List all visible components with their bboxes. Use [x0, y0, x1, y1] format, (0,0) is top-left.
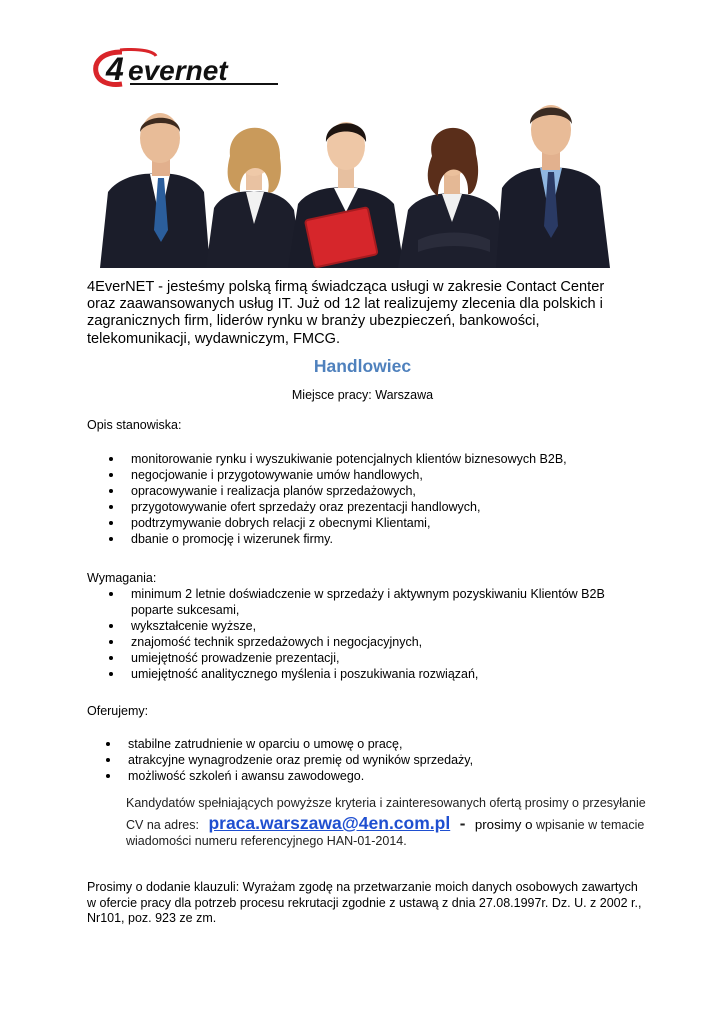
section-label-wymagania: Wymagania:	[87, 571, 157, 585]
svg-text:evernet: evernet	[128, 55, 228, 86]
list-item: atrakcyjne wynagrodzenie oraz premię od wyników sprzedaży,	[106, 752, 646, 768]
email-link[interactable]: praca.warszawa@4en.com.pl	[208, 813, 451, 833]
list-item: negocjowanie i przygotowywanie umów handlowych,	[109, 467, 649, 483]
application-line-3: wiadomości numeru referencyjnego HAN-01-2014.	[126, 834, 407, 848]
list-item: podtrzymywanie dobrych relacji z obecnymi Klientami,	[109, 515, 649, 531]
svg-text:4: 4	[106, 51, 124, 87]
list-item: minimum 2 letnie doświadczenie w sprzedaży i aktywnym pozyskiwaniu Klientów B2B poparte sukcesami,	[109, 586, 639, 618]
list-item: znajomość technik sprzedażowych i negocjacyjnych,	[109, 634, 639, 650]
list-item: wykształcenie wyższe,	[109, 618, 639, 634]
list-item: opracowywanie i realizacja planów sprzedażowych,	[109, 483, 649, 499]
application-line-1: Kandydatów spełniających powyższe kryteria i zainteresowanych ofertą prosimy o przesyłanie	[126, 796, 646, 810]
list-item: stabilne zatrudnienie w oparciu o umowę o pracę,	[106, 736, 646, 752]
wymagania-list	[109, 586, 639, 682]
opis-list	[109, 451, 649, 547]
company-intro: 4EverNET - jesteśmy polską firmą świadcząca usługi w zakresie Contact Center oraz zaawansowanych usług IT. Już od 12 lat realizujemy zlecenia dla polskich i zagranicznych firm, liderów rynku w branży ubezpieczeń, bankowości, telekomunikacji, wydawniczym, FMCG.	[87, 279, 605, 347]
list-item: możliwość szkoleń i awansu zawodowego.	[106, 768, 646, 784]
prosimy-o-text: prosimy o	[474, 817, 533, 832]
gdpr-clause: Prosimy o dodanie klauzuli: Wyrażam zgodę na przetwarzanie moich danych osobowych zawartych w ofercie pracy dla potrzeb procesu rekrutacji zgodnie z ustawą z dnia 27.08.1997r. Dz. U. z 2002 r., Nr101, poz. 923 ze zm.	[87, 880, 642, 925]
job-location: Miejsce pracy: Warszawa	[291, 388, 434, 402]
list-item: dbanie o promocję i wizerunek firmy.	[109, 531, 649, 547]
dash-separator: -	[459, 814, 466, 833]
application-suffix: wpisanie w temacie	[535, 818, 645, 832]
oferujemy-list	[106, 736, 646, 784]
cv-prefix: CV na adres:	[126, 818, 199, 832]
job-title: Handlowiec	[313, 356, 412, 376]
list-item: monitorowanie rynku i wyszukiwanie potencjalnych klientów biznesowych B2B,	[109, 451, 649, 467]
list-item: umiejętność analitycznego myślenia i poszukiwania rozwiązań,	[109, 666, 639, 682]
section-label-opis: Opis stanowiska:	[87, 418, 182, 432]
company-logo	[92, 46, 287, 90]
team-photo	[98, 100, 622, 268]
section-label-oferujemy: Oferujemy:	[87, 704, 149, 718]
list-item: przygotowywanie ofert sprzedaży oraz prezentacji handlowych,	[109, 499, 649, 515]
list-item: umiejętność prowadzenie prezentacji,	[109, 650, 639, 666]
